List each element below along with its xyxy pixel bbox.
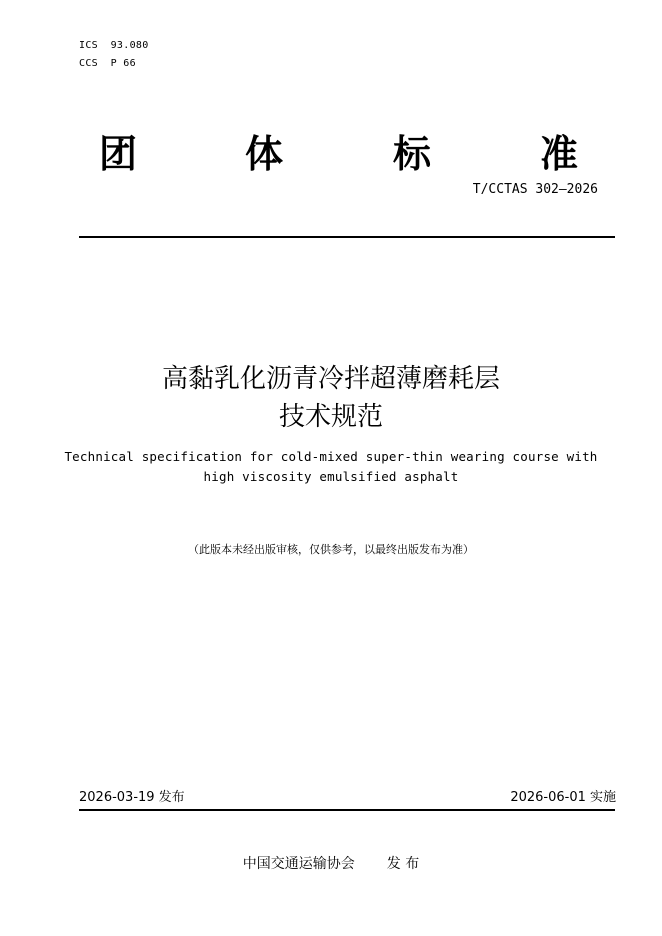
chinese-title-line-1: 高黏乳化沥青冷拌超薄磨耗层 xyxy=(161,364,500,394)
publisher-name: 中国交通运输协会 xyxy=(242,856,355,872)
draft-note: （此版本未经出版审核，仅供参考，以最终出版发布为准） xyxy=(188,543,474,556)
top-divider xyxy=(79,236,615,238)
chinese-title-line-2: 技术规范 xyxy=(278,402,383,432)
document-type-char: 团 xyxy=(99,132,138,176)
document-type-char: 准 xyxy=(540,132,579,176)
bottom-divider xyxy=(79,809,615,811)
english-title-line-2: high viscosity emulsified asphalt xyxy=(203,469,459,484)
implementation-date: 2026-06-01 实施 xyxy=(510,790,616,805)
english-title-line-1: Technical specification for cold-mixed super-thin wearing course with xyxy=(64,449,598,464)
issue-date: 2026-03-19 发布 xyxy=(79,790,185,805)
standard-number: T/CCTAS 302—2026 xyxy=(472,182,598,197)
ics-code: ICS 93.080 xyxy=(79,40,149,51)
publish-action: 发 布 xyxy=(386,856,420,872)
ccs-code: CCS P 66 xyxy=(79,58,136,69)
publisher-line xyxy=(0,854,662,874)
document-type-char: 体 xyxy=(245,132,284,176)
document-type-char: 标 xyxy=(393,132,432,176)
document-type-heading xyxy=(0,128,662,180)
